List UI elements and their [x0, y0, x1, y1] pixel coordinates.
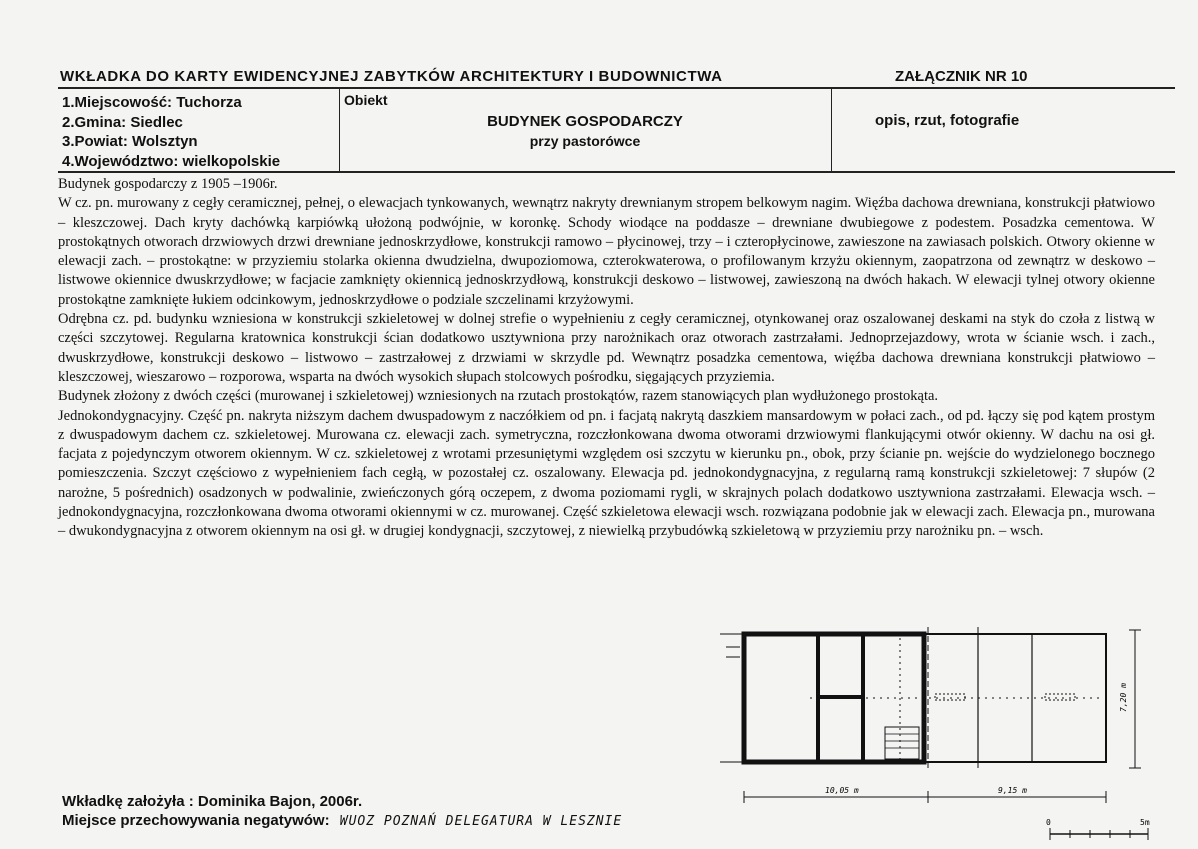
post-marker — [935, 694, 965, 700]
location-commune: 2.Gmina: Siedlec — [62, 113, 183, 131]
annex-number: ZAŁĄCZNIK NR 10 — [895, 68, 1028, 85]
description-paragraph: Budynek gospodarczy z 1905 –1906r. — [58, 176, 278, 192]
description-paragraph: W cz. pn. murowany z cegły ceramicznej, pełnej, o elewacjach tynkowanych, wewnątrz nakryty drewnianym stropem belkowym nagim. Więźba dachowa drewniana, konstrukcji płatwiowo – kleszczowej. Dach kryty dachówką karpiówką ułożoną podwójnie, w koronkę. Schody wiodące na poddasze – drewniane dwubiegowe z podestem. Posadzka cementowa. W prostokątnych otworach drzwiowych drzwi drewniane jednoskrzydłowe, konstrukcji ramowo – płycinowej, trzy – i czteropłycinowe, zawieszone na zawiasach polskich. Otwory okienne w elewacji zach. – prostokątne: w przyziemiu stolarka okienna dwudzielna, dwupoziomowa, czterokwaterowa, o profilowanym krzyżu okiennym, zaopatrzona od zewnątrz w deskowo – listwowe okiennice dwuskrzydłowe; w facjacie zamknięty okiennicą jednoskrzydłową, konstrukcji deskowo – listwowej, zawieszoną na dwóch hakach. W elewacji tylnej otwory okienne prostokątne zamknięte łukiem odcinkowym, jednoskrzydłowe o podziale szczelinami krzyżowymi. — [58, 195, 1155, 308]
negatives-location — [62, 812, 622, 829]
section-rule — [58, 171, 1175, 173]
length-label-1: 10,05 m — [825, 786, 859, 795]
description-paragraph: Jednokondygnacyjny. Część pn. nakryta niższym dachem dwuspadowym z naczółkiem od pn. i facjatą nakrytą daszkiem mansardowym w połaci zach., od pd. łączy się pod kątem prostym z dwuspadowym dachem cz. szkieletowej. Murowana cz. elewacji zach. symetryczna, rozczłonkowana dwoma otworami drzwiowymi flankującymi otwór okienny. W dachu na osi gł. facjata z pojedynczym otworem okiennym. W cz. szkieletowej z wrotami przesuniętymi względem osi szczytu w kierunku pn., obok, przy ścianie pn. wejście do wydzielonego bocznego pomieszczenia. Szczyt częściowo z wypełnieniem fach cegłą, w pozostałej cz. oszalowany. Elewacja pd. jednokondygnacyjna, z regularną ramą konstrukcji szkieletowej: 7 słupów (2 narożne, 5 pośrednich) osadzonych w podwalinie, zwieńczonych górą oczepem, z dwoma poziomami rygli, w skrajnych polach dodatkowo usztywniona zastrzałami. Elewacja wsch. – jednokondygnacyjna, rozczłonkowana dwoma otworami okiennymi w cz. murowanej. Część szkieletowa elewacji wsch. rozwiązana podobnie jak w elewacji zach. Elewacja pn., murowana – dwukondygnacyjna z otworem okiennym na osi gł. w drugiej kondygnacji, szczytowej, z niewielką przybudówką szkieletową w przyziemiu przy narożniku pn. – wsch. — [58, 407, 1155, 540]
location-district: 3.Powiat: Wolsztyn — [62, 133, 198, 150]
attachments-note: opis, rzut, fotografie — [875, 112, 1020, 129]
post-marker — [1045, 694, 1075, 700]
location-town: 1.Miejscowość: Tuchorza — [62, 94, 242, 111]
length-label-2: 9,15 m — [998, 786, 1027, 795]
form-title: WKŁADKA DO KARTY EWIDENCYJNEJ ZABYTKÓW ARCHITEKTURY I BUDOWNICTWA — [60, 68, 723, 85]
description-text — [58, 175, 1155, 542]
object-subtitle: przy pastorówce — [529, 133, 641, 149]
staircase — [885, 727, 919, 759]
negatives-label: Miejsce przechowywania negatywów: — [62, 812, 330, 829]
description-paragraph: Budynek złożony z dwóch części (murowanej i szkieletowej) wzniesionych na rzutach prostokątów, razem stanowiących plan wydłużonego prostokąta. — [58, 388, 939, 405]
width-label: 7,20 m — [1119, 683, 1128, 712]
location-list — [62, 93, 280, 171]
location-voivodeship: 4.Województwo: wielkopolskie — [62, 152, 281, 170]
card-author: Wkładkę założyła : Dominika Bajon, 2006r. — [62, 793, 363, 810]
header-rule — [58, 87, 1175, 89]
scale-end-label: 5m — [1140, 818, 1150, 827]
description-paragraph: Odrębna cz. pd. budynku wzniesiona w konstrukcji szkieletowej w dolnej strefie o wypełnieniu z cegły ceramicznej, otynkowanej oraz oszalowanej deskami na styk do czoła z listwą w części szczytowej. Regularna kratownica konstrukcji ścian dodatkowo usztywniona przy narożnikach oraz otworach zastrzałami. Jednoprzejazdowy, wrota w ścianie wsch. i zach., dwuskrzydłowe, konstrukcji deskowo – listwowo – zastrzałowej z drzwiami w skrzydle pd. Wewnątrz posadzka cementowa, więźba dachowa drewniana konstrukcji płatwiowo – kleszczowej, wieszarowo – rozporowa, wsparta na dwóch wysokich słupach stolcowych pośrodku, sięgających przyziemia. — [58, 311, 1155, 385]
object-label: Obiekt — [344, 92, 388, 108]
column-divider — [339, 89, 340, 171]
object-title: BUDYNEK GOSPODARCZY — [487, 113, 683, 130]
scale-start-label: 0 — [1046, 818, 1051, 827]
floor-plan-drawing — [700, 612, 1170, 842]
handwritten-location: WUOZ POZNAŃ DELEGATURA W LESZNIE — [339, 814, 623, 829]
column-divider — [831, 89, 832, 171]
